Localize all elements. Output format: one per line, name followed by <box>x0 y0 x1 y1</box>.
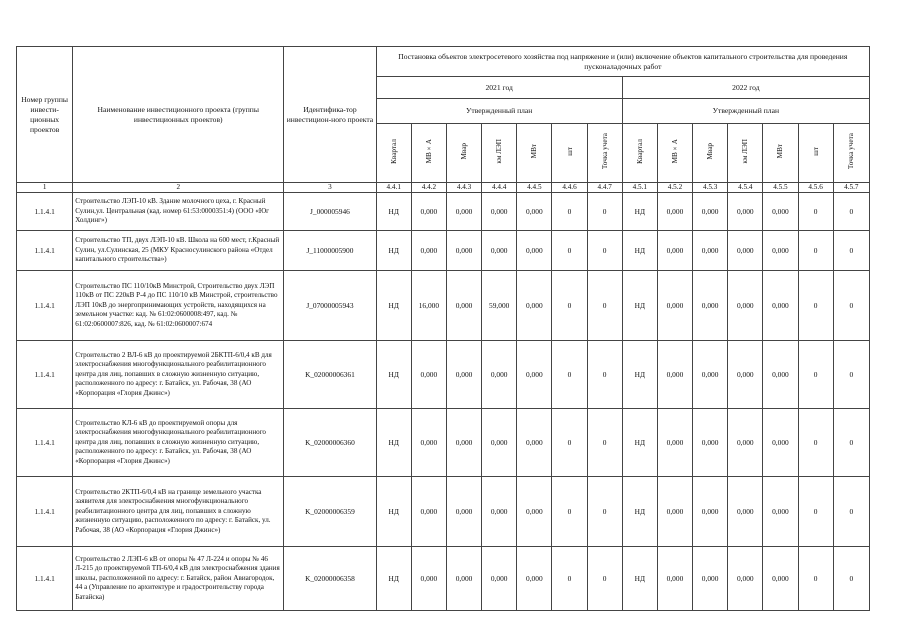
cell-value: 0 <box>833 231 869 271</box>
cell-value: 0,000 <box>446 231 481 271</box>
cell-value: 0,000 <box>763 231 798 271</box>
column-number: 4.5.3 <box>693 183 728 193</box>
cell-value: НД <box>376 547 411 611</box>
cell-value: 0,000 <box>482 231 517 271</box>
cell-value: 0 <box>833 341 869 409</box>
cell-value: 0 <box>552 341 587 409</box>
cell-value: 59,000 <box>482 271 517 341</box>
header-project-name: Наименование инвестиционного проекта (группы инвестиционных проектов) <box>73 47 284 183</box>
cell-value: 0,000 <box>446 341 481 409</box>
cell-value: 0,000 <box>482 477 517 547</box>
cell-value: 0,000 <box>657 193 692 231</box>
cell-value: 0,000 <box>411 341 446 409</box>
header-unit-label: Мвар <box>706 143 715 160</box>
header-unit-label: Мвар <box>460 143 469 160</box>
column-number: 4.4.5 <box>517 183 552 193</box>
header-unit-label: Точка учета <box>847 133 856 170</box>
cell-value: 0 <box>798 231 833 271</box>
cell-value: 0 <box>798 341 833 409</box>
cell-value: 0,000 <box>693 409 728 477</box>
cell-value: 0 <box>587 409 622 477</box>
cell-value: 0 <box>833 409 869 477</box>
cell-value: НД <box>376 271 411 341</box>
header-unit-2022-1 <box>622 124 657 183</box>
cell-value: НД <box>376 409 411 477</box>
cell-value: 0 <box>587 547 622 611</box>
header-group-number: Номер группы инвести-ционных проектов <box>17 47 73 183</box>
header-unit-2022-4 <box>728 124 763 183</box>
cell-group-number: 1.1.4.1 <box>17 193 73 231</box>
cell-group-number: 1.1.4.1 <box>17 409 73 477</box>
cell-value: 0 <box>798 547 833 611</box>
cell-value: 0,000 <box>728 341 763 409</box>
column-number: 4.5.5 <box>763 183 798 193</box>
cell-value: 0,000 <box>657 547 692 611</box>
cell-value: 0 <box>833 477 869 547</box>
cell-value: 0 <box>833 547 869 611</box>
cell-value: 0,000 <box>728 231 763 271</box>
header-unit-label: шт <box>565 147 574 156</box>
cell-value: 0 <box>798 477 833 547</box>
cell-value: 0,000 <box>728 271 763 341</box>
cell-value: 0,000 <box>657 409 692 477</box>
header-approved-plan-2021: Утвержденный план <box>376 99 622 124</box>
cell-value: 0,000 <box>446 193 481 231</box>
cell-value: 0,000 <box>411 477 446 547</box>
cell-project-id: K_02000006360 <box>284 409 376 477</box>
cell-value: 0,000 <box>517 477 552 547</box>
table-row <box>17 409 870 477</box>
cell-project-id: K_02000006359 <box>284 477 376 547</box>
cell-value: 0,000 <box>693 547 728 611</box>
header-unit-2022-3 <box>693 124 728 183</box>
table-row <box>17 231 870 271</box>
cell-value: 0 <box>587 341 622 409</box>
cell-value: 0 <box>833 271 869 341</box>
cell-value: 0,000 <box>517 409 552 477</box>
header-unit-2022-5 <box>763 124 798 183</box>
cell-value: 0,000 <box>763 341 798 409</box>
cell-value: 0,000 <box>411 547 446 611</box>
cell-value: 0,000 <box>728 409 763 477</box>
cell-value: 0 <box>798 271 833 341</box>
cell-group-number: 1.1.4.1 <box>17 271 73 341</box>
cell-value: 0,000 <box>411 231 446 271</box>
cell-project-id: J_07000005943 <box>284 271 376 341</box>
cell-value: 0,000 <box>446 547 481 611</box>
column-number: 4.4.7 <box>587 183 622 193</box>
cell-value: 0,000 <box>763 477 798 547</box>
cell-project-name: Строительство 2 ВЛ-6 кВ до проектируемой 2БКТП-6/0,4 кВ для электроснабжения многофункционального реабилитационного центра для лиц, попавших в сложную жизненную ситуацию, расположенного по адресу: г. Батайск, ул. Рабочая, 38 (АО «Корпорация «Глория Джинс») <box>73 341 284 409</box>
cell-value: 0 <box>587 231 622 271</box>
cell-value: 0 <box>552 193 587 231</box>
cell-group-number: 1.1.4.1 <box>17 547 73 611</box>
cell-project-id: K_02000006361 <box>284 341 376 409</box>
cell-project-name: Строительство ЛЭП-10 кВ. Здание молочного цеха, г. Красный Сулин,ул. Центральная (кад. номер 61:53:0000351:4) (ООО «Юг Холдинг») <box>73 193 284 231</box>
column-number: 1 <box>17 183 73 193</box>
cell-value: 0,000 <box>411 193 446 231</box>
cell-group-number: 1.1.4.1 <box>17 341 73 409</box>
table-row <box>17 271 870 341</box>
investment-projects-table <box>16 46 870 611</box>
cell-value: 0 <box>798 193 833 231</box>
header-project-id: Идентифика-тор инвестицион-ного проекта <box>284 47 376 183</box>
cell-value: 0,000 <box>728 477 763 547</box>
header-unit-2021-1 <box>376 124 411 183</box>
cell-value: 0,000 <box>693 477 728 547</box>
column-number-row <box>17 183 870 193</box>
table-row <box>17 477 870 547</box>
cell-value: 0,000 <box>446 477 481 547</box>
header-unit-2021-3 <box>446 124 481 183</box>
cell-value: 0,000 <box>693 271 728 341</box>
header-setup-title: Постановка объектов электросетевого хозяйства под напряжение и (или) включение объектов капитального строительства для проведения пусконаладочных работ <box>376 47 869 77</box>
cell-value: 0 <box>552 231 587 271</box>
cell-value: 0 <box>833 193 869 231</box>
cell-value: 0,000 <box>517 341 552 409</box>
table-row <box>17 341 870 409</box>
column-number: 3 <box>284 183 376 193</box>
cell-value: 0,000 <box>517 271 552 341</box>
cell-value: 0 <box>587 271 622 341</box>
cell-value: 0,000 <box>693 231 728 271</box>
header-year-2022: 2022 год <box>622 77 869 99</box>
cell-value: 0,000 <box>657 231 692 271</box>
header-year-2021: 2021 год <box>376 77 622 99</box>
column-number: 4.4.6 <box>552 183 587 193</box>
cell-value: 0,000 <box>763 193 798 231</box>
column-number: 4.4.4 <box>482 183 517 193</box>
cell-value: 0,000 <box>446 271 481 341</box>
header-unit-2022-7 <box>833 124 869 183</box>
cell-value: НД <box>622 193 657 231</box>
cell-value: 0 <box>552 271 587 341</box>
header-approved-plan-2022: Утвержденный план <box>622 99 869 124</box>
cell-value: 0,000 <box>446 409 481 477</box>
cell-value: 0,000 <box>517 547 552 611</box>
cell-value: НД <box>622 409 657 477</box>
cell-value: НД <box>622 231 657 271</box>
header-unit-label: МВ×А <box>670 139 679 164</box>
cell-value: 16,000 <box>411 271 446 341</box>
column-number: 4.5.6 <box>798 183 833 193</box>
cell-value: 0,000 <box>657 271 692 341</box>
cell-value: 0 <box>552 409 587 477</box>
header-unit-2021-7 <box>587 124 622 183</box>
cell-value: 0,000 <box>693 193 728 231</box>
header-unit-label: шт <box>811 147 820 156</box>
cell-project-id: J_000005946 <box>284 193 376 231</box>
cell-value: 0,000 <box>517 231 552 271</box>
column-number: 4.5.1 <box>622 183 657 193</box>
cell-value: НД <box>622 341 657 409</box>
cell-value: НД <box>376 193 411 231</box>
header-unit-label: Квартал <box>635 139 644 164</box>
header-unit-2021-4 <box>482 124 517 183</box>
cell-value: НД <box>376 231 411 271</box>
table-row <box>17 547 870 611</box>
cell-value: 0,000 <box>657 341 692 409</box>
cell-project-name: Строительство ПС 110/10кВ Минстрой, Строительство двух ЛЭП 110кВ от ПС 220кВ Р-4 до ПС 110/10 кВ Минстрой, строительство ЛЭП 10кВ до энергопринимающих устройств, находящихся на земельном участке: кад. № 61:02:0600008:497, кад. № 61:02:0600007:826, кад. № 61:02:0600007:674 <box>73 271 284 341</box>
cell-value: 0 <box>587 193 622 231</box>
cell-project-name: Строительство ТП, двух ЛЭП-10 кВ. Школа на 600 мест, г.Красный Сулин, ул.Сулинская, 25 (МКУ Красносулинского района «Отдел капитального строительства») <box>73 231 284 271</box>
cell-value: 0,000 <box>763 409 798 477</box>
header-unit-label: Квартал <box>389 139 398 164</box>
cell-value: НД <box>622 547 657 611</box>
cell-value: 0 <box>587 477 622 547</box>
header-unit-2021-2 <box>411 124 446 183</box>
cell-value: 0,000 <box>763 271 798 341</box>
cell-value: 0,000 <box>482 409 517 477</box>
cell-project-name: Строительство КЛ-6 кВ до проектируемой опоры для электроснабжения многофункционального реабилитационного центра для лиц, попавших в сложную жизненную ситуацию, расположенного по адресу: г. Батайск, ул. Рабочая, 38 (АО «Корпорация «Глория Джинс») <box>73 409 284 477</box>
cell-value: 0 <box>552 547 587 611</box>
cell-value: НД <box>622 271 657 341</box>
cell-value: НД <box>376 341 411 409</box>
column-number: 4.5.7 <box>833 183 869 193</box>
header-unit-2021-5 <box>517 124 552 183</box>
cell-value: 0 <box>798 409 833 477</box>
cell-value: НД <box>376 477 411 547</box>
cell-value: 0,000 <box>482 547 517 611</box>
cell-value: 0,000 <box>482 341 517 409</box>
header-unit-label: МВт <box>530 144 539 159</box>
cell-project-name: Строительство 2 ЛЭП-6 кВ от опоры № 47 Л-224 и опоры № 46 Л-215 до проектируемой ТП-6/0,4 кВ для электроснабжения здания школы, расположенной по адресу: г. Батайск, район Авиагородок, 44 а (Управление по архитектуре и градостроительству города Батайска) <box>73 547 284 611</box>
header-unit-2021-6 <box>552 124 587 183</box>
cell-value: 0,000 <box>482 193 517 231</box>
cell-value: 0,000 <box>693 341 728 409</box>
cell-project-id: J_11000005900 <box>284 231 376 271</box>
cell-value: 0,000 <box>763 547 798 611</box>
header-unit-label: км ЛЭП <box>495 139 504 164</box>
cell-value: 0,000 <box>728 547 763 611</box>
header-unit-2022-2 <box>657 124 692 183</box>
column-number: 4.4.3 <box>446 183 481 193</box>
column-number: 4.4.2 <box>411 183 446 193</box>
header-unit-label: Точка учета <box>600 133 609 170</box>
cell-group-number: 1.1.4.1 <box>17 477 73 547</box>
cell-group-number: 1.1.4.1 <box>17 231 73 271</box>
cell-project-id: K_02000006358 <box>284 547 376 611</box>
cell-value: 0,000 <box>517 193 552 231</box>
header-unit-label: км ЛЭП <box>741 139 750 164</box>
cell-value: НД <box>622 477 657 547</box>
cell-value: 0,000 <box>657 477 692 547</box>
table-row <box>17 193 870 231</box>
column-number: 4.5.2 <box>657 183 692 193</box>
cell-value: 0,000 <box>411 409 446 477</box>
header-unit-label: МВ×А <box>424 139 433 164</box>
column-number: 4.5.4 <box>728 183 763 193</box>
column-number: 4.4.1 <box>376 183 411 193</box>
cell-value: 0,000 <box>728 193 763 231</box>
column-number: 2 <box>73 183 284 193</box>
header-unit-2022-6 <box>798 124 833 183</box>
header-unit-label: МВт <box>776 144 785 159</box>
cell-project-name: Строительство 2КТП-6/0,4 кВ на границе земельного участка заявителя для электроснабжения многофункционального реабилитационного центра для лиц, попавших в сложную жизненную ситуацию, расположенного по адресу: г. Батайск, ул. Рабочая, 38 (АО «Корпорация «Глория Джинс») <box>73 477 284 547</box>
cell-value: 0 <box>552 477 587 547</box>
